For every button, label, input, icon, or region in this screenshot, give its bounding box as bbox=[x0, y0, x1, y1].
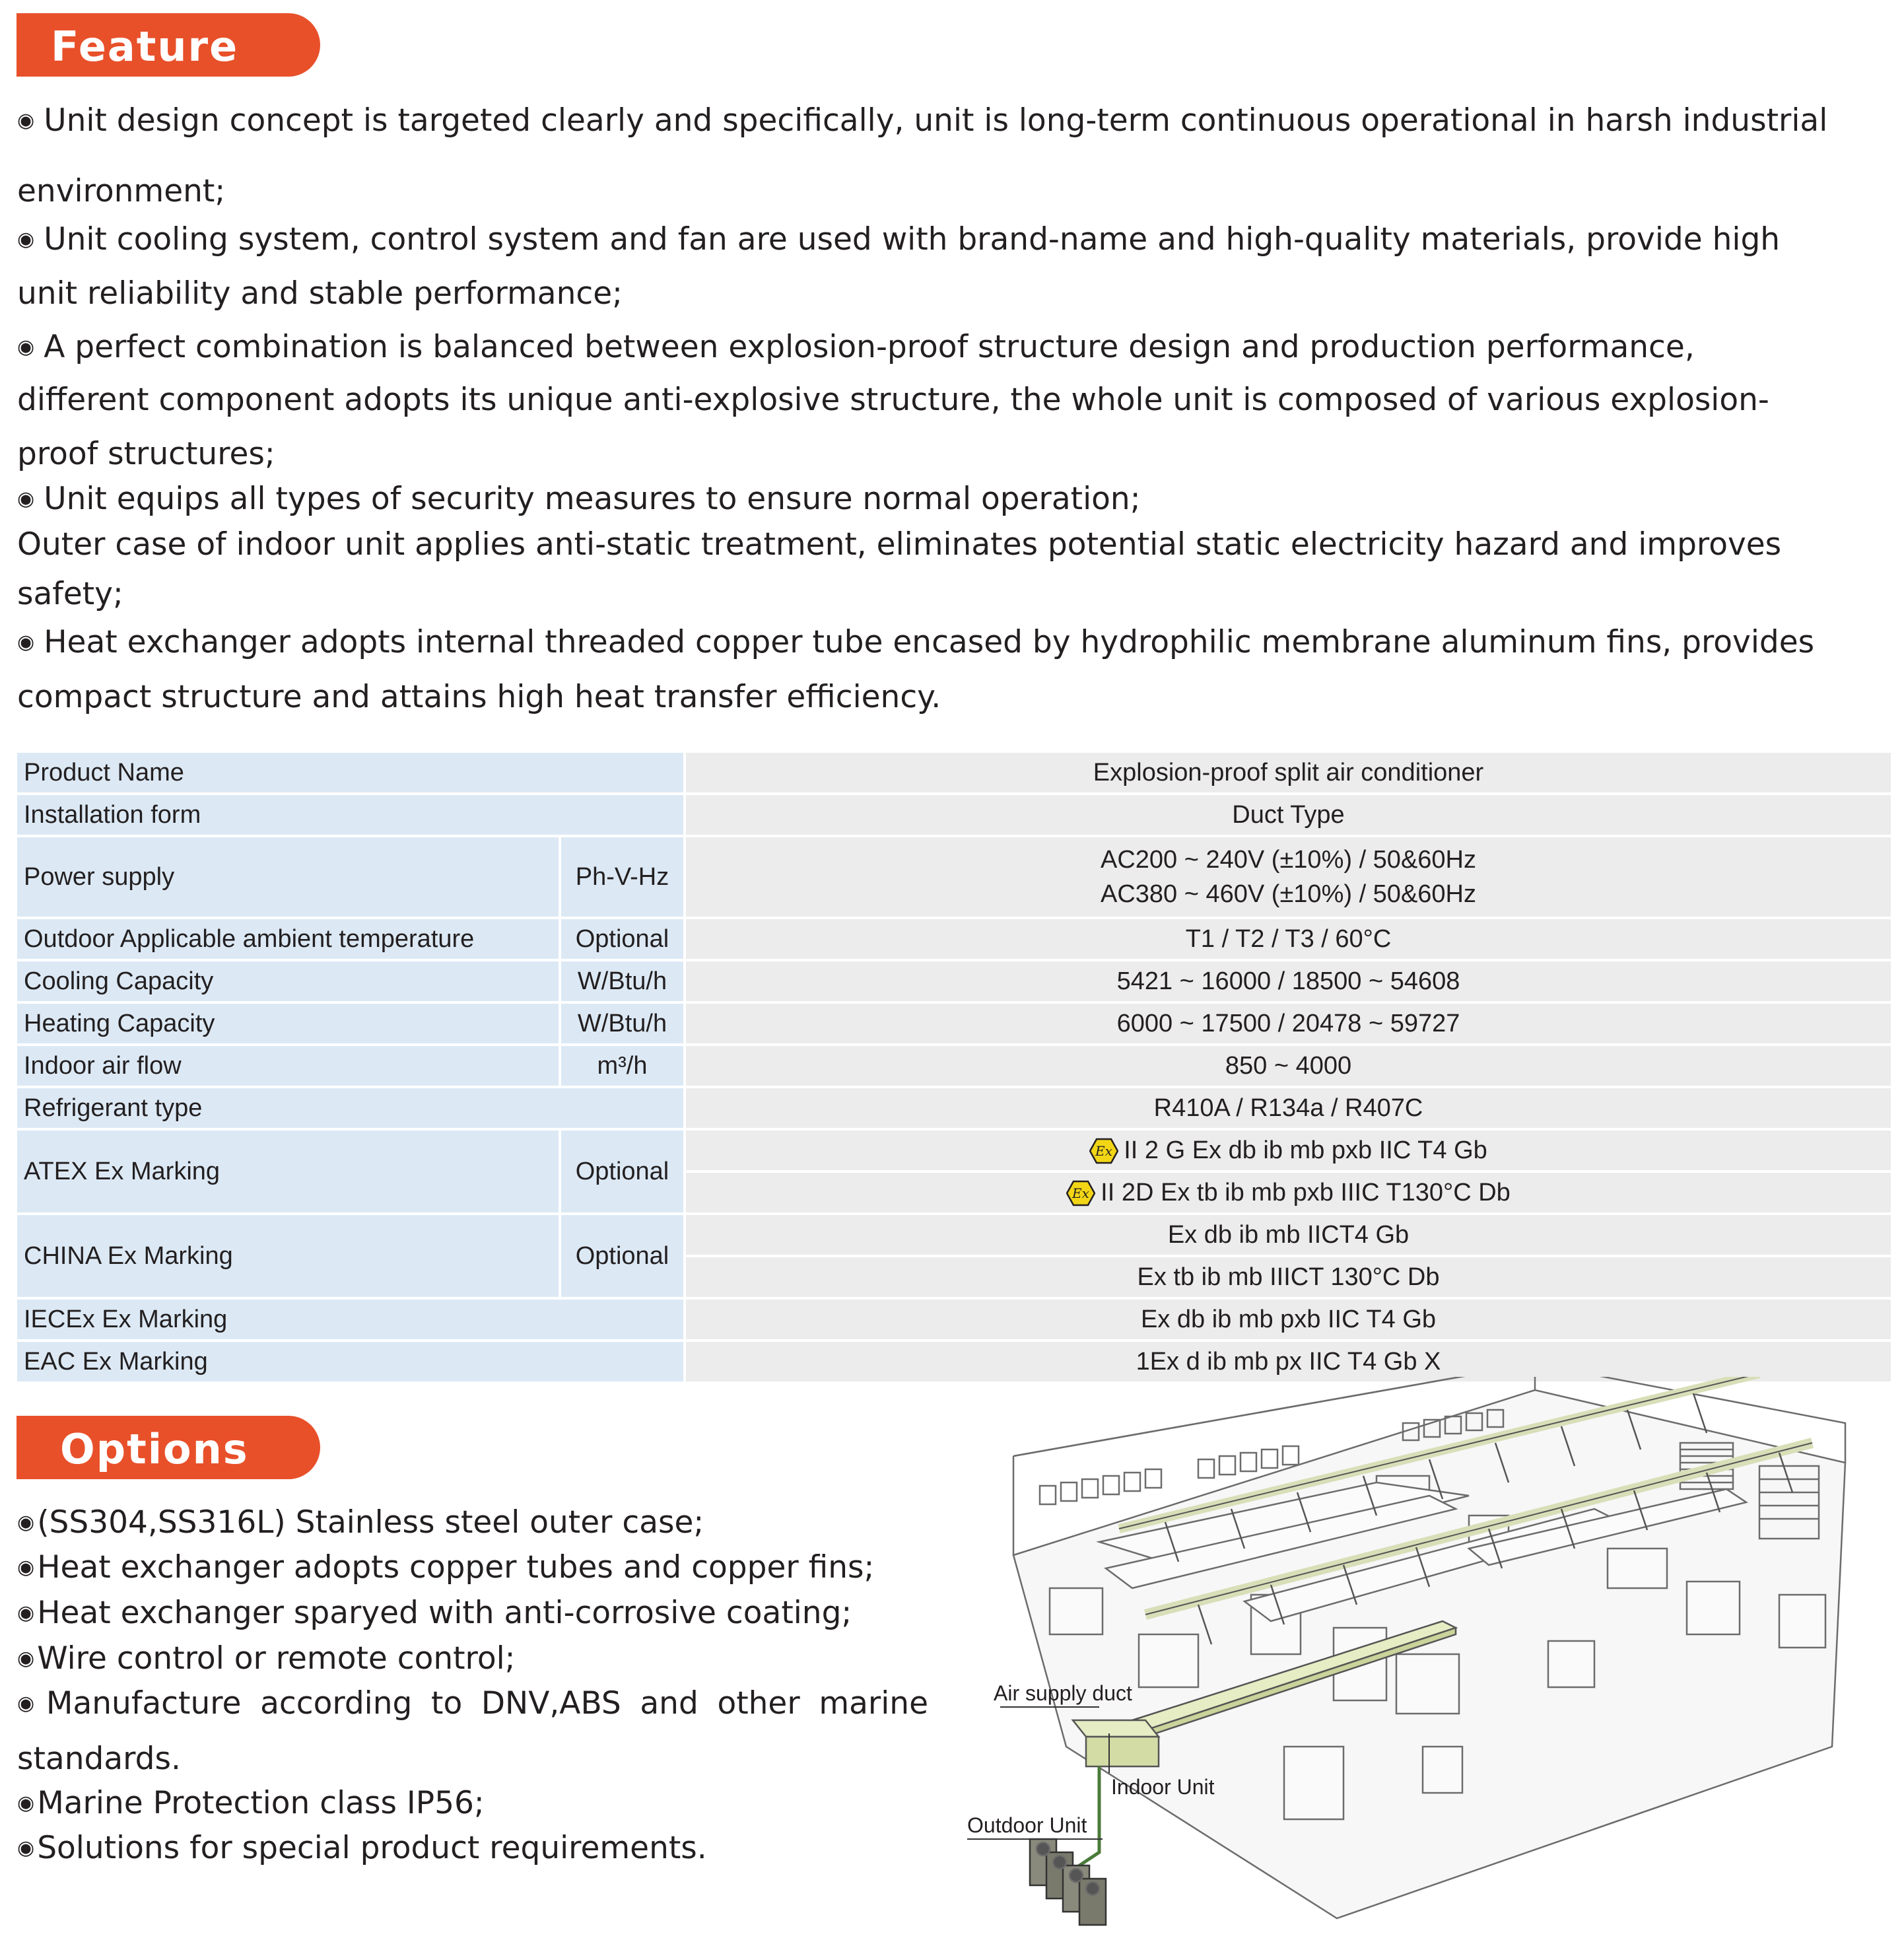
spec-value-text: Ex db ib mb IICT4 Gb bbox=[1167, 1220, 1410, 1249]
bullet-icon: ◉ bbox=[17, 1601, 35, 1624]
option-line bbox=[17, 1640, 516, 1677]
feature-line bbox=[17, 481, 1894, 517]
option-line bbox=[17, 1685, 928, 1722]
feature-line bbox=[17, 329, 1894, 365]
spec-label: Installation form bbox=[17, 795, 686, 837]
feature-text: Heat exchanger adopts internal threaded copper tube encased by hydrophilic membrane aluminum fins, provides bbox=[44, 624, 1815, 660]
spec-value-text: Ex tb ib mb IIICT 130°C Db bbox=[1137, 1263, 1440, 1291]
bullet-icon: ◉ bbox=[17, 1836, 35, 1860]
spec-value bbox=[686, 919, 1893, 961]
feature-line bbox=[17, 275, 1894, 312]
options-heading: Options bbox=[60, 1425, 249, 1473]
option-text: Heat exchanger adopts copper tubes and copper fins; bbox=[37, 1549, 875, 1586]
bullet-icon: ◉ bbox=[17, 1511, 35, 1534]
ex-logo-text: Ex bbox=[1095, 1143, 1113, 1160]
option-text: (SS304,SS316L) Stainless steel outer case; bbox=[37, 1504, 704, 1541]
feature-heading: Feature bbox=[51, 22, 239, 71]
feature-text: environment; bbox=[17, 173, 226, 209]
bullet-icon: ◉ bbox=[17, 335, 35, 359]
spec-label: Power supply bbox=[17, 837, 561, 919]
feature-line bbox=[17, 173, 1894, 209]
spec-label: CHINA Ex Marking bbox=[17, 1215, 561, 1300]
feature-line bbox=[17, 679, 1894, 715]
spec-value-text: 6000 ~ 17500 / 20478 ~ 59727 bbox=[1116, 1009, 1460, 1037]
spec-row bbox=[17, 1088, 1893, 1131]
spec-value bbox=[686, 1173, 1893, 1215]
spec-value bbox=[686, 1257, 1893, 1300]
feature-line bbox=[17, 382, 1894, 418]
spec-label: Product Name bbox=[17, 753, 686, 795]
spec-row bbox=[17, 1131, 1893, 1173]
spec-value bbox=[686, 753, 1893, 795]
feature-text: safety; bbox=[17, 576, 123, 612]
spec-label: Outdoor Applicable ambient temperature bbox=[17, 919, 561, 961]
feature-line bbox=[17, 576, 1894, 612]
feature-line bbox=[17, 526, 1894, 563]
spec-label: Refrigerant type bbox=[17, 1088, 686, 1131]
spec-value-text: Duct Type bbox=[1232, 800, 1345, 829]
feature-text: unit reliability and stable performance; bbox=[17, 275, 623, 312]
spec-unit: W/Btu/h bbox=[561, 961, 686, 1004]
feature-text: Outer case of indoor unit applies anti-static treatment, eliminates potential static electricity hazard and improves bbox=[17, 526, 1782, 563]
bullet-icon: ◉ bbox=[17, 228, 35, 251]
option-line bbox=[17, 1785, 485, 1821]
bullet-icon: ◉ bbox=[17, 1556, 35, 1579]
feature-heading-tab bbox=[17, 13, 320, 77]
feature-line bbox=[17, 436, 1894, 472]
spec-value bbox=[686, 1088, 1893, 1131]
feature-line bbox=[17, 102, 1894, 139]
spec-row bbox=[17, 1215, 1893, 1257]
spec-unit: m³/h bbox=[561, 1046, 686, 1088]
options-heading-tab bbox=[17, 1416, 320, 1479]
spec-row bbox=[17, 961, 1893, 1004]
option-text: standards. bbox=[17, 1741, 181, 1777]
spec-value-text: T1 / T2 / T3 / 60°C bbox=[1185, 924, 1392, 953]
feature-text: Unit cooling system, control system and fan are used with brand-name and high-quality materials, provide high bbox=[44, 221, 1781, 258]
feature-text: A perfect combination is balanced between explosion-proof structure design and production performance, bbox=[44, 329, 1695, 365]
spec-label: Cooling Capacity bbox=[17, 961, 561, 1004]
indoor-unit-box bbox=[1073, 1720, 1159, 1766]
callout-indoor-unit: Indoor Unit bbox=[1111, 1775, 1215, 1799]
bullet-icon: ◉ bbox=[17, 109, 35, 132]
spec-value bbox=[686, 1300, 1893, 1342]
spec-value-text: Ex db ib mb pxb IIC T4 Gb bbox=[1140, 1305, 1437, 1333]
ex-logo-text: Ex bbox=[1072, 1185, 1090, 1202]
outdoor-unit-cluster bbox=[1030, 1839, 1106, 1925]
feature-line bbox=[17, 221, 1894, 258]
spec-unit: Ph-V-Hz bbox=[561, 837, 686, 919]
option-text: Solutions for special product requirements. bbox=[37, 1830, 707, 1866]
spec-value-text: II 2 G Ex db ib mb pxb IIC T4 Gb bbox=[1124, 1136, 1487, 1164]
spec-value bbox=[686, 837, 1893, 919]
option-text: Marine Protection class IP56; bbox=[37, 1785, 485, 1821]
spec-value-text: AC200 ~ 240V (±10%) / 50&60Hz bbox=[1100, 846, 1477, 874]
spec-label: Indoor air flow bbox=[17, 1046, 561, 1088]
spec-row bbox=[17, 837, 1893, 919]
spec-label: ATEX Ex Marking bbox=[17, 1131, 561, 1215]
feature-text: different component adopts its unique anti-explosive structure, the whole unit is composed of various explosion- bbox=[17, 382, 1769, 418]
option-line bbox=[17, 1504, 704, 1541]
option-line bbox=[17, 1549, 874, 1586]
spec-unit: Optional bbox=[561, 1131, 686, 1215]
feature-text: compact structure and attains high heat transfer efficiency. bbox=[17, 679, 941, 715]
spec-value bbox=[686, 1131, 1893, 1173]
spec-value-text: Explosion-proof split air conditioner bbox=[1093, 758, 1484, 786]
option-text: Heat exchanger sparyed with anti-corrosive coating; bbox=[37, 1595, 852, 1631]
feature-text: proof structures; bbox=[17, 436, 275, 472]
spec-label: Heating Capacity bbox=[17, 1004, 561, 1046]
option-line bbox=[17, 1741, 181, 1777]
spec-row bbox=[17, 753, 1893, 795]
callout-outdoor-unit: Outdoor Unit bbox=[967, 1813, 1087, 1837]
feature-text: Unit equips all types of security measures to ensure normal operation; bbox=[44, 481, 1141, 517]
installation-illustration bbox=[967, 1377, 1891, 1945]
bullet-icon: ◉ bbox=[17, 1692, 44, 1715]
spec-value-text: R410A / R134a / R407C bbox=[1153, 1094, 1423, 1122]
bullet-icon: ◉ bbox=[17, 487, 35, 510]
bullet-icon: ◉ bbox=[17, 631, 35, 654]
bullet-icon: ◉ bbox=[17, 1647, 35, 1670]
spec-value bbox=[686, 1215, 1893, 1257]
spec-value-text: 5421 ~ 16000 / 18500 ~ 54608 bbox=[1116, 967, 1460, 995]
option-line bbox=[17, 1595, 852, 1631]
spec-value bbox=[686, 795, 1893, 837]
spec-row bbox=[17, 1046, 1893, 1088]
spec-value-text: 1Ex d ib mb px IIC T4 Gb X bbox=[1136, 1347, 1441, 1376]
spec-label: EAC Ex Marking bbox=[17, 1342, 686, 1384]
feature-line bbox=[17, 624, 1894, 660]
spec-value-text: AC380 ~ 460V (±10%) / 50&60Hz bbox=[1100, 880, 1477, 908]
spec-unit: W/Btu/h bbox=[561, 1004, 686, 1046]
ex-hexagon-icon bbox=[1089, 1138, 1118, 1164]
bullet-icon: ◉ bbox=[17, 1792, 35, 1815]
spec-unit: Optional bbox=[561, 919, 686, 961]
spec-row bbox=[17, 919, 1893, 961]
spec-value-text: II 2D Ex tb ib mb pxb IIIC T130°C Db bbox=[1101, 1178, 1511, 1206]
spec-table bbox=[17, 753, 1893, 1384]
spec-value bbox=[686, 961, 1893, 1004]
spec-value bbox=[686, 1004, 1893, 1046]
spec-unit: Optional bbox=[561, 1215, 686, 1300]
spec-value bbox=[686, 1046, 1893, 1088]
feature-text: Unit design concept is targeted clearly and specifically, unit is long-term continuous operational in harsh industrial bbox=[44, 102, 1828, 139]
option-text: Manufacture according to DNV,ABS and other marine bbox=[46, 1685, 928, 1722]
option-line bbox=[17, 1830, 707, 1866]
option-text: Wire control or remote control; bbox=[37, 1640, 516, 1677]
ex-hexagon-icon bbox=[1066, 1180, 1095, 1206]
callout-air-supply-duct: Air supply duct bbox=[994, 1681, 1132, 1705]
spec-row bbox=[17, 795, 1893, 837]
spec-label: IECEx Ex Marking bbox=[17, 1300, 686, 1342]
spec-row bbox=[17, 1300, 1893, 1342]
spec-value-text: 850 ~ 4000 bbox=[1225, 1051, 1352, 1080]
spec-row bbox=[17, 1004, 1893, 1046]
